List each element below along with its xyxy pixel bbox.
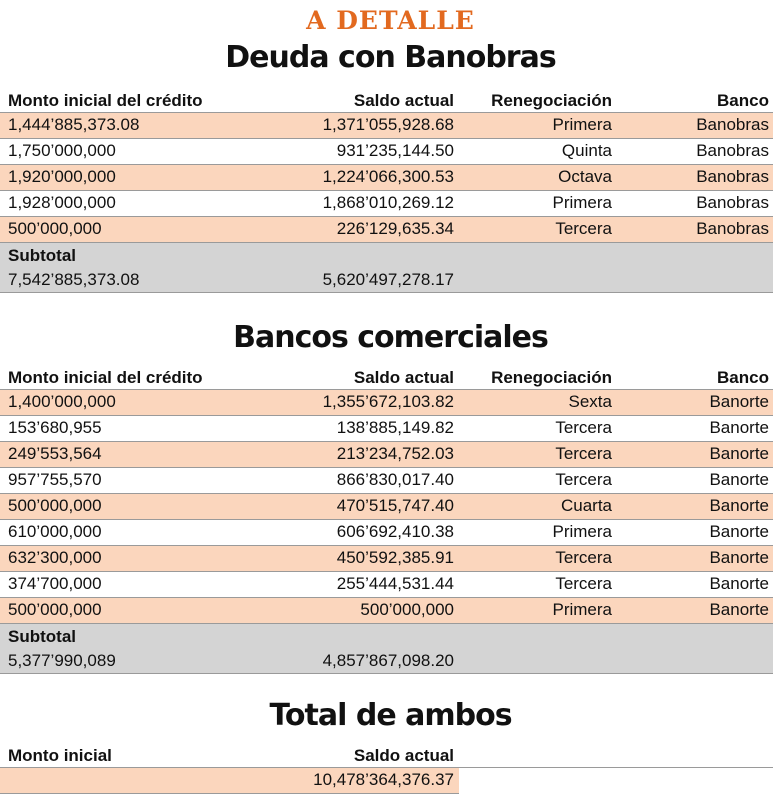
cell-saldo: 866’830,017.40 bbox=[336, 470, 454, 489]
subtotal-label: Subtotal bbox=[8, 627, 76, 646]
cell-renegociacion: Quinta bbox=[561, 141, 612, 160]
subtotal-saldo: 4,857’867,098.20 bbox=[322, 651, 454, 670]
subtotal-saldo: 5,620’497,278.17 bbox=[322, 270, 454, 289]
section-title-banobras: Deuda con Banobras bbox=[225, 40, 556, 75]
table-header bbox=[0, 90, 773, 113]
cell-saldo: 500’000,000 bbox=[360, 600, 454, 619]
table-header bbox=[0, 367, 773, 390]
subtotal-label: Subtotal bbox=[8, 246, 76, 265]
cell-saldo: 606’692,410.38 bbox=[336, 522, 454, 541]
subtotal-monto: 7,542’885,373.08 bbox=[8, 270, 140, 289]
cell-renegociacion: Tercera bbox=[555, 574, 612, 593]
table-total bbox=[0, 745, 773, 794]
cell-banco: Banorte bbox=[709, 444, 769, 463]
cell-banco: Banobras bbox=[696, 115, 769, 134]
cell-saldo: 1,224’066,300.53 bbox=[322, 167, 454, 186]
table-row bbox=[0, 165, 773, 191]
cell-monto: 249’553,564 bbox=[8, 444, 102, 463]
table-row bbox=[0, 442, 773, 468]
cell-saldo: 1,355’672,103.82 bbox=[322, 392, 454, 411]
cell-renegociacion: Sexta bbox=[568, 392, 612, 411]
cell-monto: 957’755,570 bbox=[8, 470, 102, 489]
cell-saldo: 255’444,531.44 bbox=[336, 574, 454, 593]
cell-monto: 632’300,000 bbox=[8, 548, 102, 567]
total-saldo: 10,478’364,376.37 bbox=[313, 770, 454, 789]
header-saldo-actual: Saldo actual bbox=[353, 368, 454, 387]
header-banco: Banco bbox=[717, 91, 769, 110]
cell-banco: Banorte bbox=[709, 496, 769, 515]
cell-banco: Banobras bbox=[696, 167, 769, 186]
cell-saldo: 1,371’055,928.68 bbox=[322, 115, 454, 134]
cell-monto: 374’700,000 bbox=[8, 574, 102, 593]
cell-renegociacion: Octava bbox=[558, 167, 612, 186]
table-row bbox=[0, 191, 773, 217]
cell-saldo: 138’885,149.82 bbox=[336, 418, 454, 437]
table-row bbox=[0, 520, 773, 546]
total-row bbox=[0, 768, 459, 794]
cell-renegociacion: Tercera bbox=[555, 219, 612, 238]
cell-banco: Banorte bbox=[709, 574, 769, 593]
subtotal-monto: 5,377’990,089 bbox=[8, 651, 116, 670]
header-monto-inicial: Monto inicial del crédito bbox=[8, 91, 203, 110]
cell-renegociacion: Primera bbox=[552, 193, 612, 212]
cell-banco: Banobras bbox=[696, 193, 769, 212]
cell-monto: 1,400’000,000 bbox=[8, 392, 116, 411]
header-monto-inicial: Monto inicial del crédito bbox=[8, 368, 203, 387]
table-bancos-comerciales bbox=[0, 367, 773, 674]
cell-banco: Banorte bbox=[709, 522, 769, 541]
table-row bbox=[0, 598, 773, 624]
cell-saldo: 931’235,144.50 bbox=[336, 141, 454, 160]
cell-saldo: 470’515,747.40 bbox=[336, 496, 454, 515]
table-banobras bbox=[0, 90, 773, 293]
section-title-total: Total de ambos bbox=[269, 698, 512, 733]
header-renegociacion: Renegociación bbox=[491, 368, 612, 387]
cell-monto: 1,444’885,373.08 bbox=[8, 115, 140, 134]
kicker-title: A DETALLE bbox=[306, 6, 475, 35]
cell-banco: Banobras bbox=[696, 219, 769, 238]
header-renegociacion: Renegociación bbox=[491, 91, 612, 110]
cell-monto: 153’680,955 bbox=[8, 418, 102, 437]
cell-saldo: 450’592,385.91 bbox=[336, 548, 454, 567]
table-row bbox=[0, 494, 773, 520]
header-monto-inicial: Monto inicial bbox=[8, 746, 112, 765]
table-row bbox=[0, 546, 773, 572]
cell-monto: 610’000,000 bbox=[8, 522, 102, 541]
cell-saldo: 213’234,752.03 bbox=[336, 444, 454, 463]
cell-monto: 1,928’000,000 bbox=[8, 193, 116, 212]
section-title-bancos-comerciales: Bancos comerciales bbox=[233, 320, 548, 355]
table-row bbox=[0, 572, 773, 598]
header-saldo-actual: Saldo actual bbox=[353, 746, 454, 765]
table-row bbox=[0, 468, 773, 494]
cell-banco: Banorte bbox=[709, 548, 769, 567]
cell-renegociacion: Cuarta bbox=[560, 496, 612, 515]
cell-monto: 500’000,000 bbox=[8, 496, 102, 515]
cell-renegociacion: Primera bbox=[552, 600, 612, 619]
cell-banco: Banorte bbox=[709, 470, 769, 489]
cell-saldo: 226’129,635.34 bbox=[336, 219, 454, 238]
cell-monto: 1,920’000,000 bbox=[8, 167, 116, 186]
cell-saldo: 1,868’010,269.12 bbox=[322, 193, 454, 212]
header-saldo-actual: Saldo actual bbox=[353, 91, 454, 110]
cell-renegociacion: Primera bbox=[552, 522, 612, 541]
cell-monto: 1,750’000,000 bbox=[8, 141, 116, 160]
cell-renegociacion: Tercera bbox=[555, 418, 612, 437]
cell-banco: Banorte bbox=[709, 600, 769, 619]
cell-renegociacion: Tercera bbox=[555, 548, 612, 567]
cell-banco: Banorte bbox=[709, 392, 769, 411]
table-row bbox=[0, 416, 773, 442]
cell-renegociacion: Tercera bbox=[555, 470, 612, 489]
header-banco: Banco bbox=[717, 368, 769, 387]
cell-renegociacion: Primera bbox=[552, 115, 612, 134]
table-header bbox=[0, 745, 773, 768]
subtotal-row bbox=[0, 624, 773, 674]
table-row bbox=[0, 217, 773, 243]
cell-banco: Banobras bbox=[696, 141, 769, 160]
table-row bbox=[0, 139, 773, 165]
cell-renegociacion: Tercera bbox=[555, 444, 612, 463]
subtotal-row bbox=[0, 243, 773, 293]
cell-monto: 500’000,000 bbox=[8, 600, 102, 619]
table-row bbox=[0, 113, 773, 139]
cell-monto: 500’000,000 bbox=[8, 219, 102, 238]
cell-banco: Banorte bbox=[709, 418, 769, 437]
table-row bbox=[0, 390, 773, 416]
